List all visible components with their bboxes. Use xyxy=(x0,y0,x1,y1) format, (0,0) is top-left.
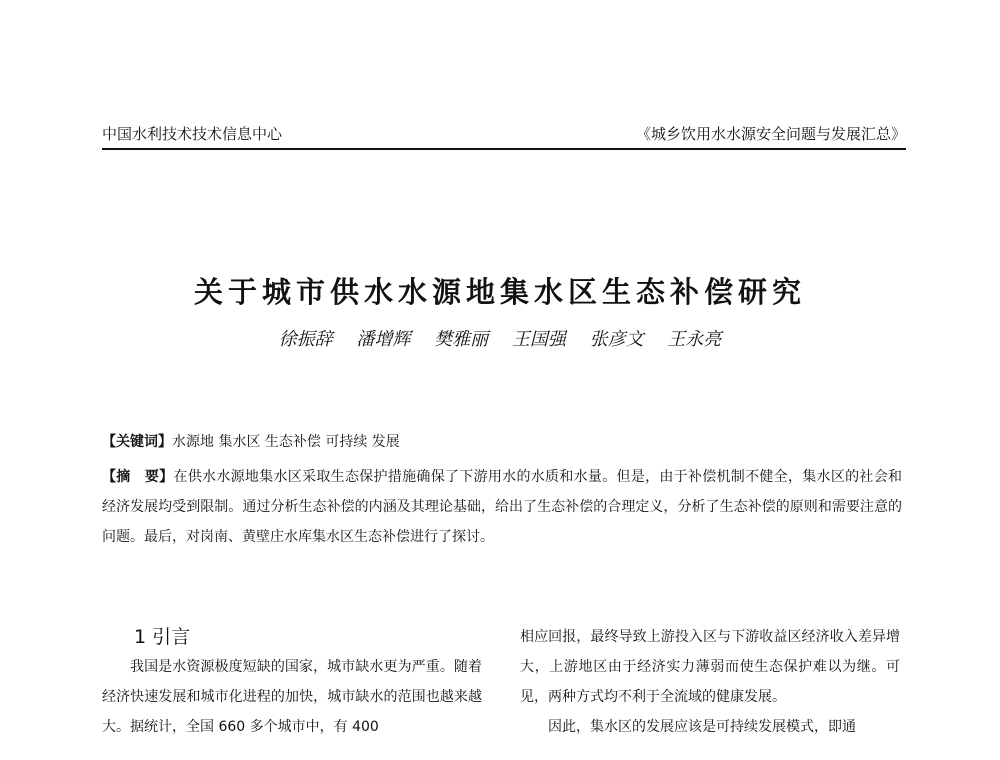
abstract-label: 【摘 要】 xyxy=(102,469,174,485)
author: 王国强 xyxy=(511,329,566,350)
keywords xyxy=(102,430,902,454)
body-paragraph: 相应回报，最终导致上游投入区与下游收益区经济收入差异增大，上游地区由于经济实力薄弱而使生态保护难以为继。可见，两种方式均不利于全流域的健康发展。 xyxy=(520,629,900,705)
author: 张彦文 xyxy=(589,329,644,350)
section-heading: 1 引言 xyxy=(134,626,191,648)
paper-title: 关于城市供水水源地集水区生态补偿研究 xyxy=(193,275,806,309)
keywords-label: 【关键词】 xyxy=(102,434,172,450)
header-rule xyxy=(102,148,906,150)
body-column-left xyxy=(102,622,482,742)
author: 樊雅丽 xyxy=(434,329,489,350)
author: 王永亮 xyxy=(667,329,722,350)
header-institution: 中国水利技术技术信息中心 xyxy=(102,125,283,143)
author: 潘增辉 xyxy=(356,329,411,350)
author-list xyxy=(0,326,1000,354)
abstract-text: 在供水水源地集水区采取生态保护措施确保了下游用水的水质和水量。但是，由于补偿机制不健全，集水区的社会和 经济发展均受到限制。通过分析生态补偿的内涵及其理论基础，给出了生态补偿的合理定义，分析了生态补偿的原则和需要注意的问题。最后，对岗南、黄壁庄水库集水区生态补偿进行了探讨。 xyxy=(102,469,903,545)
header-collection-title: 《城乡饮用水水源安全问题与发展汇总》 xyxy=(635,125,906,143)
running-header xyxy=(102,122,906,146)
body-paragraph: 因此，集水区的发展应该是可持续发展模式，即通 xyxy=(548,719,856,735)
author: 徐振辞 xyxy=(278,329,333,350)
body-column-right xyxy=(520,622,900,742)
body-paragraph: 我国是水资源极度短缺的国家，城市缺水更为严重。随着经济快速发展和城市化进程的加快，城市缺水的范围也越来越大。据统计，全国 660 多个城市中，有 400 xyxy=(102,659,482,735)
abstract xyxy=(102,462,902,552)
keywords-text: 水源地 集水区 生态补偿 可持续 发展 xyxy=(172,434,400,450)
